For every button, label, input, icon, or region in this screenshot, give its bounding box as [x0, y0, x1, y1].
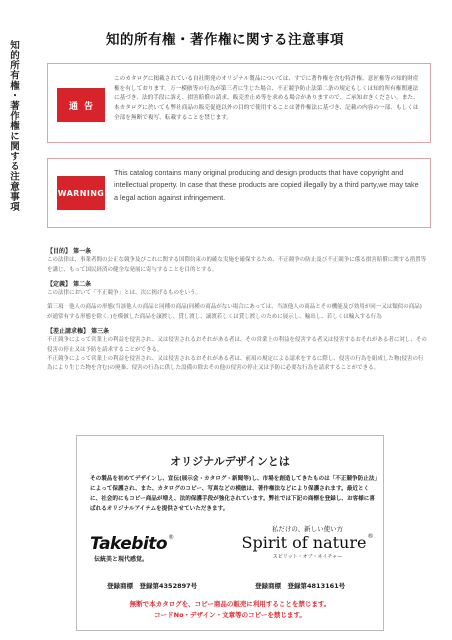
article-injunction	[47, 327, 427, 373]
spirit-tagline: 私だけの、新しい使い方	[271, 525, 344, 533]
article-definition	[47, 280, 427, 299]
article-heading: 【差止請求権】 第三条	[47, 328, 110, 336]
article-body: 第三項 他人の商品の形態(当該他人の商品と同種の商品(同種の商品がない場合にあっては、当該他人の商品とその機能及び効用が同一又は類似の商品)が通常有する形態を除く。)を模倣した商品を譲渡し、貸し渡し、譲渡若しくは貸し渡しのために展示し、輸出し、若しくは輸入する行為	[47, 304, 422, 320]
vertical-title: 知的所有権・著作権に関する注意事項	[8, 40, 19, 212]
design-title: オリジナルデザインとは	[170, 455, 290, 468]
article-heading: 【目的】 第一条	[47, 248, 92, 255]
takebito-tagline: 伝統美と現代感覚。	[94, 556, 149, 563]
warning-text: This catalog contains many original producing and design products that have copyright and intellectual property. In case that these products are copied illegally by a third party,we may take a legal action against infringement.	[114, 168, 419, 202]
copy-warning-line-2: コードNo・デザイン・文章等のコピーを禁じます。	[154, 611, 306, 619]
notice-text: このカタログに掲載されている自社開発のオリジナル製品については、すでに著作権を含む特許権、意匠権等の知的財産権を有しております。万一模倣等の行為が第三者に生じた場合、不正競争防止法第二条の規定もしくは知的所有権関連法に基づき、法的手段に訴え、損害賠償の請求、販売差止め等を求める場合がありますので、ご承知おきください。また、本カタログに於いても弊社商品の販売促進以外の目的で使用することは著作権法に基づき、記載の内容の一部、もしくは全部を無断で複写、転載することを禁じます。	[114, 76, 419, 121]
article-purpose	[47, 247, 427, 275]
spirit-brand	[235, 524, 380, 560]
spirit-logo: Spirit of nature	[241, 533, 367, 552]
article-body: 不正競争によって営業上の利益を侵害され、又は侵害されるおそれがある者は、その営業上の利益を侵害する者又は侵害するおそれがある者に対し、その侵害の停止又は予防を請求することができる。 不正競争によって営業上の利益を侵害され、又は侵害されるおそれがある者は、前項の規定による請求をするに際し、侵害の行為を組成した物(侵害の行為により生じた物を含む)の廃棄、侵害の行為に供した設備の除去その他の侵害の停止又は予防に必要な行為を請求することができる。	[47, 337, 427, 372]
notice-japanese	[47, 63, 431, 143]
law-articles	[47, 247, 427, 379]
page-title: 知的所有権・著作権に関する注意事項	[106, 32, 344, 48]
takebito-trademark: 登録商標 登録第4352897号	[107, 582, 198, 590]
article-heading: 【定義】 第二条	[47, 280, 92, 288]
article-body: この法律は、事業者間の公正な競争及びこれに関する国際約束の的確な実施を確保するため、不正競争の防止及び不正競争に係る損害賠償に関する措置等を講じ、もって国民経済の健全な発展に寄与することを目的とする。	[47, 257, 427, 273]
notice-english	[47, 158, 431, 228]
registered-mark: ®	[168, 534, 175, 541]
takebito-brand	[90, 534, 220, 563]
warning-badge: WARNING	[57, 176, 105, 210]
spirit-trademark: 登録商標 登録第4813161号	[255, 582, 346, 590]
article-body: この法律において「不正競争」とは、次に掲げるものをいう。	[47, 290, 202, 297]
registered-mark: ®	[367, 533, 374, 540]
article-clause-3	[47, 303, 427, 322]
copy-warning-line-1: 無断で本カタログを、コピー商品の販売に利用することを禁じます。	[129, 600, 331, 608]
notice-badge: 通告	[57, 88, 105, 122]
original-design-box	[76, 435, 384, 631]
design-description: その製品を初めてデザインし、宣伝(展示会・カタログ・新聞等)し、市場を創造してきたものは「不正競争防止法」によって保護され、また、カタログのコピー、写真などの模倣は、著作権法などにより保護されます。最近とくに、社会的にもコピー商品が増え、法的保護手段が強化されています。弊社では下記の商標を登録し、お客様に喜ばれるオリジナルアイテムを提供させていただきます。	[90, 476, 378, 512]
copy-warning	[77, 599, 383, 621]
takebito-logo: Takebito	[90, 534, 168, 554]
spirit-katakana: スピリット・オブ・ネイチャー	[272, 554, 343, 560]
